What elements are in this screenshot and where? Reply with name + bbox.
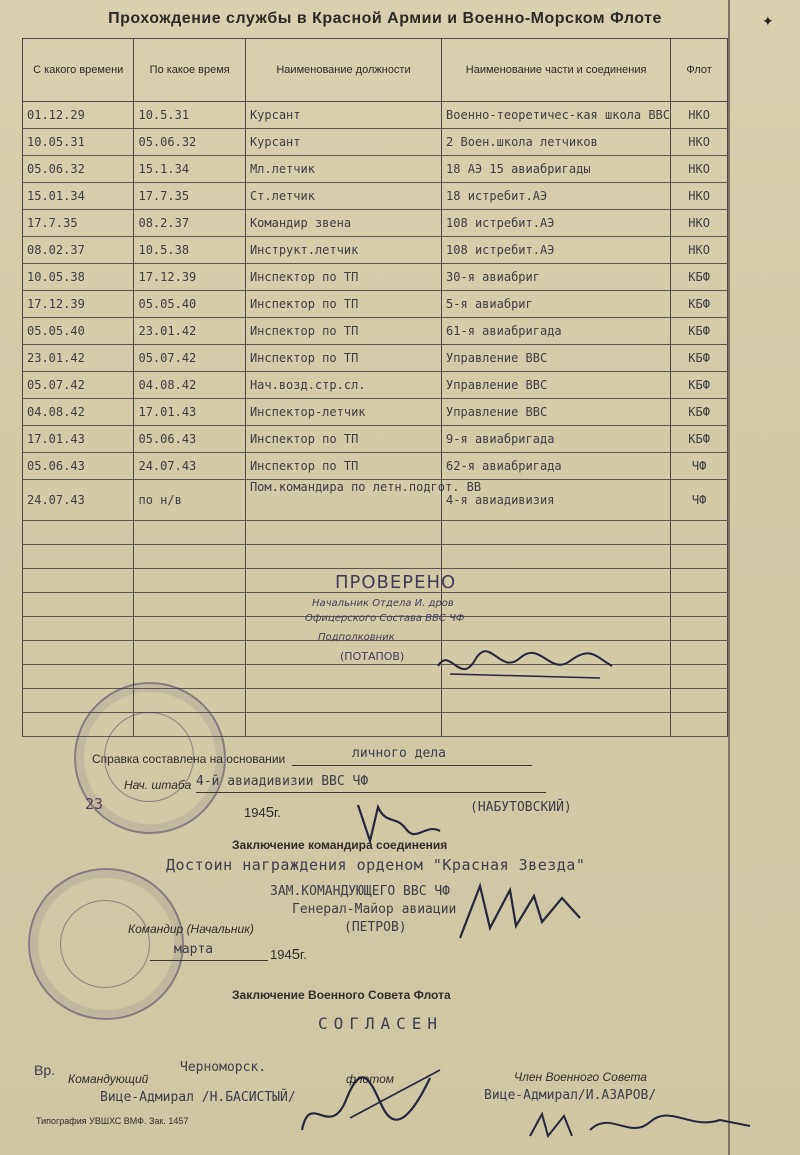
council-verdict: СОГЛАСЕН bbox=[318, 1014, 444, 1033]
corner-star-mark: ✦ bbox=[762, 14, 774, 30]
table-row bbox=[23, 156, 728, 183]
cell-from: 15.01.34 bbox=[23, 183, 134, 210]
cell-unit: 4-я авиадивизия bbox=[442, 480, 671, 521]
cell-fleet: НКО bbox=[671, 210, 728, 237]
cell-unit: 18 АЭ 15 авиабригады bbox=[442, 156, 671, 183]
cell-to: по н/в bbox=[134, 480, 245, 521]
table-row bbox=[23, 480, 728, 521]
cell-fleet: КБФ bbox=[671, 291, 728, 318]
cell-position: Инструкт.летчик bbox=[245, 237, 441, 264]
header-fleet: Флот bbox=[671, 39, 728, 102]
cell-to: 15.1.34 bbox=[134, 156, 245, 183]
cell-to: 17.12.39 bbox=[134, 264, 245, 291]
commander-month: марта bbox=[174, 942, 214, 957]
chief-underline bbox=[196, 792, 546, 793]
cell-to: 05.06.43 bbox=[134, 426, 245, 453]
cell-fleet: КБФ bbox=[671, 318, 728, 345]
verified-line-4: (ПОТАПОВ) bbox=[340, 650, 405, 663]
cell-position: Командир звена bbox=[245, 210, 441, 237]
header-unit: Наименование части и соединения bbox=[442, 39, 671, 102]
cell-unit: 108 истребит.АЭ bbox=[442, 210, 671, 237]
cell-fleet: КБФ bbox=[671, 372, 728, 399]
date-underline bbox=[150, 960, 268, 961]
cell-position: Курсант bbox=[245, 102, 441, 129]
table-row bbox=[23, 264, 728, 291]
cell-unit: 108 истребит.АЭ bbox=[442, 237, 671, 264]
cell-from: 17.01.43 bbox=[23, 426, 134, 453]
reference-day: 23 bbox=[85, 795, 104, 813]
cell-unit: 5-я авиабриг bbox=[442, 291, 671, 318]
cell-position: Мл.летчик bbox=[245, 156, 441, 183]
cell-unit: 2 Воен.школа летчиков bbox=[442, 129, 671, 156]
cell-fleet: КБФ bbox=[671, 264, 728, 291]
seal-emblem-icon bbox=[60, 900, 150, 988]
verified-line-2: Офицерского Состава ВВС ЧФ bbox=[305, 613, 465, 624]
cell-position: Инспектор по ТП bbox=[245, 426, 441, 453]
cell-to: 10.5.31 bbox=[134, 102, 245, 129]
basisty-signature bbox=[290, 1060, 450, 1145]
printer-footer: Типография УВШХС ВМФ. Зак. 1457 bbox=[36, 1116, 189, 1126]
cell-to: 05.06.32 bbox=[134, 129, 245, 156]
header-position: Наименование должности bbox=[245, 39, 441, 102]
cell-fleet: ЧФ bbox=[671, 453, 728, 480]
table-header-row bbox=[23, 39, 728, 102]
cell-fleet: КБФ bbox=[671, 399, 728, 426]
cell-from: 17.12.39 bbox=[23, 291, 134, 318]
cell-unit: Управление ВВС bbox=[442, 372, 671, 399]
reference-underline bbox=[292, 765, 532, 766]
cell-fleet: КБФ bbox=[671, 426, 728, 453]
reference-value: личного дела bbox=[352, 746, 446, 761]
table-row bbox=[23, 399, 728, 426]
cell-position: Инспектор по ТП bbox=[245, 453, 441, 480]
petrov-signature bbox=[450, 878, 590, 948]
cell-fleet: НКО bbox=[671, 102, 728, 129]
cell-position: Инспектор по ТП bbox=[245, 291, 441, 318]
cell-from: 05.06.32 bbox=[23, 156, 134, 183]
official-seal-2 bbox=[28, 868, 184, 1020]
chief-of-staff-label: Нач. штаба bbox=[124, 778, 192, 792]
cell-position: Инспектор-летчик bbox=[245, 399, 441, 426]
document-title: Прохождение службы в Красной Армии и Военно-Морском Флоте bbox=[108, 10, 662, 27]
cell-from: 04.08.42 bbox=[23, 399, 134, 426]
cell-to: 24.07.43 bbox=[134, 453, 245, 480]
commander-label: Командир (Начальник) bbox=[128, 922, 254, 936]
table-row bbox=[23, 183, 728, 210]
cell-to: 05.05.40 bbox=[134, 291, 245, 318]
fleet-name: Черноморск. bbox=[180, 1060, 267, 1075]
council-conclusion-heading: Заключение Военного Совета Флота bbox=[232, 988, 451, 1002]
header-from: С какого времени bbox=[23, 39, 134, 102]
table-row bbox=[23, 291, 728, 318]
cell-from: 17.7.35 bbox=[23, 210, 134, 237]
commander-fleet-label: Командующий bbox=[68, 1072, 149, 1086]
cell-unit: 18 истребит.АЭ bbox=[442, 183, 671, 210]
page-edge-line bbox=[728, 0, 730, 1155]
cell-fleet: ЧФ bbox=[671, 480, 728, 521]
cell-unit: 61-я авиабригада bbox=[442, 318, 671, 345]
cell-to: 08.2.37 bbox=[134, 210, 245, 237]
cell-unit: Военно-теоретичес-кая школа ВВС bbox=[442, 102, 671, 129]
table-row bbox=[23, 318, 728, 345]
cell-from: 24.07.43 bbox=[23, 480, 134, 521]
cell-unit: Управление ВВС bbox=[442, 399, 671, 426]
commander-rank-2: Генерал-Майор авиации bbox=[292, 902, 457, 917]
cell-fleet: КБФ bbox=[671, 345, 728, 372]
council-member-name: Вице-Адмирал/И.АЗАРОВ/ bbox=[484, 1088, 657, 1103]
cell-from: 05.07.42 bbox=[23, 372, 134, 399]
table-row bbox=[23, 129, 728, 156]
council-member-label: Член Военного Совета bbox=[514, 1070, 647, 1084]
cell-position: Инспектор по ТП bbox=[245, 264, 441, 291]
reference-year: 1945г. bbox=[244, 804, 281, 821]
cell-to: 23.01.42 bbox=[134, 318, 245, 345]
cell-to: 17.01.43 bbox=[134, 399, 245, 426]
header-to: По какое время bbox=[134, 39, 245, 102]
azarov-signature bbox=[520, 1100, 760, 1150]
commander-name: (ПЕТРОВ) bbox=[344, 920, 407, 935]
cell-position: Нач.возд.стр.сл. bbox=[245, 372, 441, 399]
cell-fleet: НКО bbox=[671, 156, 728, 183]
commander-conclusion-heading: Заключение командира соединения bbox=[232, 838, 448, 852]
cell-to: 04.08.42 bbox=[134, 372, 245, 399]
cell-to: 17.7.35 bbox=[134, 183, 245, 210]
cell-unit: 9-я авиабригада bbox=[442, 426, 671, 453]
commander-year: 1945г. bbox=[270, 946, 307, 963]
cell-from: 23.01.42 bbox=[23, 345, 134, 372]
verified-line-3: Подполковник bbox=[318, 632, 395, 643]
cell-from: 10.05.38 bbox=[23, 264, 134, 291]
table-row bbox=[23, 102, 728, 129]
cell-unit: 62-я авиабригада bbox=[442, 453, 671, 480]
cell-to: 10.5.38 bbox=[134, 237, 245, 264]
cell-unit: Управление ВВС bbox=[442, 345, 671, 372]
cell-from: 08.02.37 bbox=[23, 237, 134, 264]
table-row bbox=[23, 210, 728, 237]
table-row bbox=[23, 426, 728, 453]
reference-name: (НАБУТОВСКИЙ) bbox=[470, 800, 572, 815]
table-row bbox=[23, 237, 728, 264]
table-row-empty bbox=[23, 545, 728, 569]
cell-fleet: НКО bbox=[671, 183, 728, 210]
commander-rank-1: ЗАМ.КОМАНДУЮЩЕГО ВВС ЧФ bbox=[270, 884, 451, 899]
table-row bbox=[23, 372, 728, 399]
commander-conclusion-text: Достоин награждения орденом "Красная Звезда" bbox=[166, 856, 586, 874]
fleet-commander-name: Вице-Адмирал /Н.БАСИСТЫЙ/ bbox=[100, 1090, 296, 1105]
cell-unit: 30-я авиабриг bbox=[442, 264, 671, 291]
cell-fleet: НКО bbox=[671, 237, 728, 264]
cell-position: Пом.командира по летн.подгот. ВВ bbox=[245, 480, 441, 521]
cell-from: 05.05.40 bbox=[23, 318, 134, 345]
table-row bbox=[23, 345, 728, 372]
cell-position: Ст.летчик bbox=[245, 183, 441, 210]
cell-position: Курсант bbox=[245, 129, 441, 156]
table-row bbox=[23, 453, 728, 480]
verified-stamp: ПРОВЕРЕНО bbox=[335, 572, 457, 593]
verified-line-1: Начальник Отдела И. дров bbox=[312, 598, 454, 609]
chief-of-staff-value: 4-й авиадивизии ВВС ЧФ bbox=[196, 774, 369, 789]
cell-position: Инспектор по ТП bbox=[245, 345, 441, 372]
table-row-empty bbox=[23, 521, 728, 545]
acting-prefix: Вр. bbox=[34, 1062, 56, 1078]
cell-from: 01.12.29 bbox=[23, 102, 134, 129]
cell-from: 10.05.31 bbox=[23, 129, 134, 156]
cell-position: Инспектор по ТП bbox=[245, 318, 441, 345]
cell-from: 05.06.43 bbox=[23, 453, 134, 480]
cell-fleet: НКО bbox=[671, 129, 728, 156]
fleet-label: флотом bbox=[346, 1072, 394, 1086]
cell-to: 05.07.42 bbox=[134, 345, 245, 372]
potapov-signature bbox=[430, 636, 620, 696]
reference-label: Справка составлена на основании bbox=[92, 752, 286, 766]
